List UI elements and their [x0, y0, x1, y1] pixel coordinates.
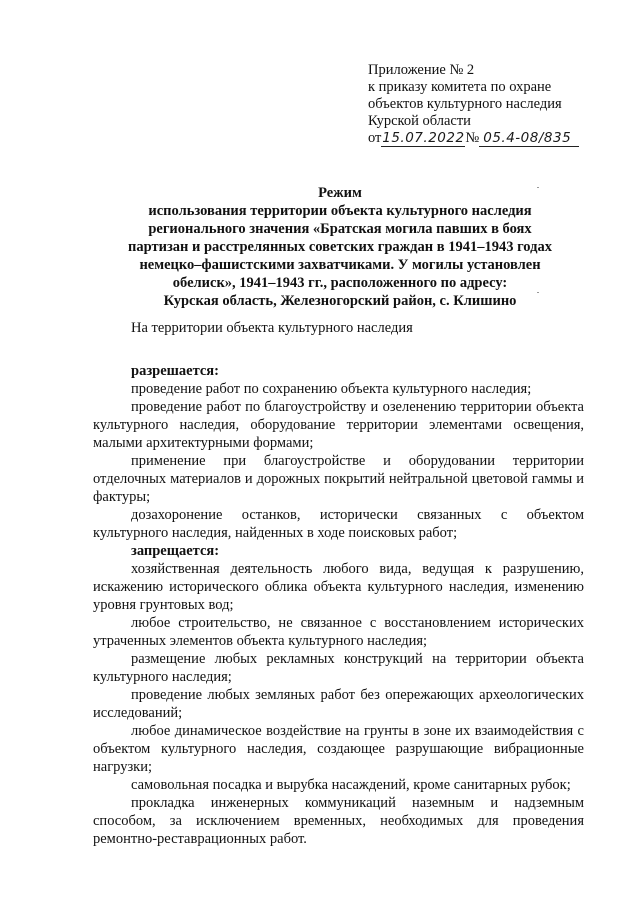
handwritten-order-number: 05.4-08/835	[479, 131, 579, 147]
title-line-7: Курская область, Железногорский район, с. Клишино	[163, 293, 517, 309]
allowed-item: проведение работ по благоустройству и озеленению территории объекта культурного наследия, оборудование территории элементами освещения, малыми архитектурными формами;	[93, 399, 584, 451]
forbidden-heading: запрещается:	[131, 543, 220, 559]
forbidden-item: проведение любых земляных работ без опережающих археологических исследований;	[93, 687, 584, 721]
forbidden-item: любое строительство, не связанное с восстановлением исторических утраченных элементов объекта культурного наследия;	[93, 615, 584, 649]
allowed-item: проведение работ по сохранению объекта культурного наследия;	[131, 381, 532, 397]
forbidden-item: размещение любых рекламных конструкций на территории объекта культурного наследия;	[93, 651, 584, 685]
date-prefix: от	[368, 130, 382, 146]
appendix-committee-line: объектов культурного наследия	[368, 96, 562, 112]
forbidden-item: любое динамическое воздействие на грунты в зоне их взаимодействия с объектом культурного наследия, создающее разрушающие вибрационные нагрузки;	[93, 723, 584, 775]
forbidden-item: самовольная посадка и вырубка насаждений, кроме санитарных рубок;	[131, 777, 571, 793]
scan-speck	[537, 292, 539, 293]
forbidden-item: хозяйственная деятельность любого вида, ведущая к разрушению, искажению исторического облика объекта культурного наследия, изменению уровня грунтовых вод;	[93, 561, 584, 613]
title-line-1: Режим	[318, 185, 362, 201]
appendix-region-line: Курской области	[368, 113, 471, 129]
title-line-5: немецко–фашистскими захватчиками. У могилы установлен	[139, 257, 541, 273]
appendix-order-line: к приказу комитета по охране	[368, 79, 552, 95]
title-line-2: использования территории объекта культурного наследия	[148, 203, 532, 219]
title-line-4: партизан и расстрелянных советских граждан в 1941–1943 годах	[128, 239, 552, 255]
forbidden-item: прокладка инженерных коммуникаций наземным и надземным способом, за исключением временных, необходимых для проведения ремонтно-реставрационных работ.	[93, 795, 584, 847]
document-body	[93, 319, 584, 848]
handwritten-date: 15.07.2022	[382, 130, 465, 146]
title-line-3: регионального значения «Братская могила павших в боях	[148, 221, 532, 237]
title-line-6: обелиск», 1941–1943 гг., расположенного по адресу:	[172, 275, 508, 291]
scan-speck	[537, 187, 539, 188]
appendix-header	[368, 62, 608, 147]
allowed-item: дозахоронение останков, исторически связанных с объектом культурного наследия, найденных в ходе поисковых работ;	[93, 507, 584, 541]
allowed-heading: разрешается:	[131, 363, 219, 379]
allowed-item: применение при благоустройстве и оборудовании территории отделочных материалов и дорожных покрытий нейтральной цветовой гаммы и фактуры;	[93, 453, 584, 505]
document-title	[100, 184, 580, 310]
appendix-date-number-line	[368, 130, 608, 147]
number-prefix: №	[465, 130, 480, 146]
intro-text: На территории объекта культурного наследия	[131, 320, 413, 336]
appendix-title: Приложение № 2	[368, 62, 475, 78]
